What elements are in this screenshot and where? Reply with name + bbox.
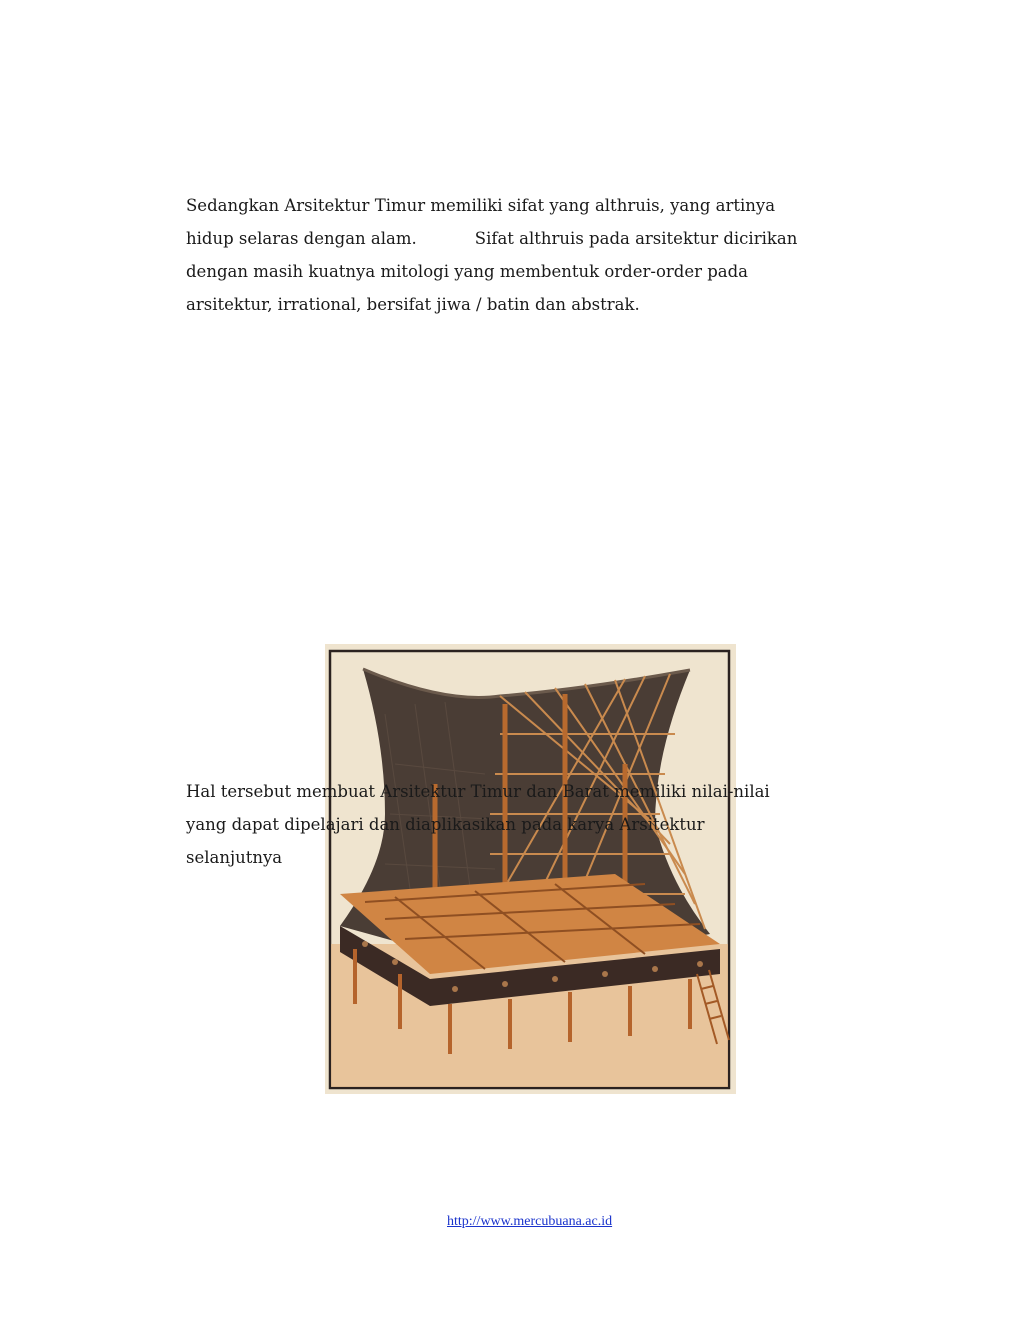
text-line: yang dapat dipelajari dan diaplikasikan pada karya Arsitektur	[186, 815, 705, 834]
text-line: selanjutnya	[186, 848, 283, 867]
footer-website-link[interactable]: http://www.mercubuana.ac.id	[447, 1214, 613, 1229]
text-segment: hidup selaras dengan alam.	[186, 229, 417, 248]
text-line: Sedangkan Arsitektur Timur memiliki sifat yang althruis, yang artinya	[186, 196, 776, 215]
text-line: arsitektur, irrational, bersifat jiwa / batin dan abstrak.	[186, 295, 640, 314]
text-segment: Sifat althruis pada arsitektur dicirikan	[474, 229, 798, 248]
text-line: dengan masih kuatnya mitologi yang membentuk order-order pada	[186, 262, 749, 281]
text-line: Hal tersebut membuat Arsitektur Timur dan Barat memiliki nilai-nilai	[186, 782, 770, 801]
paragraph-kesimpulan	[186, 775, 770, 874]
text-line	[186, 222, 797, 255]
paragraph-arsitektur-timur	[186, 189, 797, 321]
